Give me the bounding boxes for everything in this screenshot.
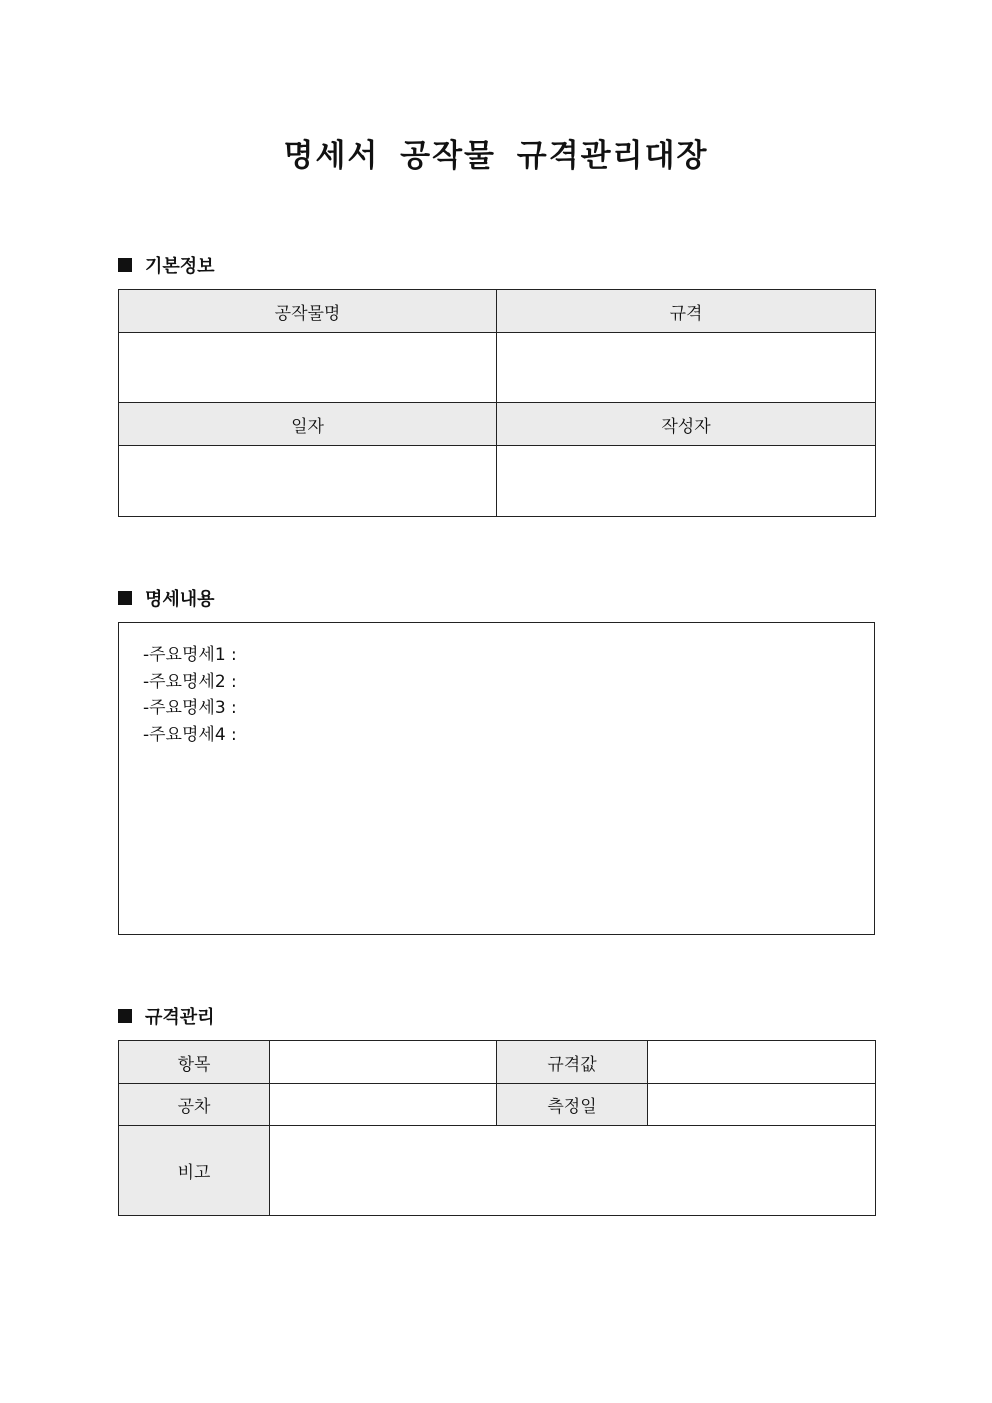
spec-value-label: 규격값 [497, 1041, 648, 1084]
basic-info-header-row-1 [119, 290, 876, 333]
workpiece-name-field[interactable] [119, 333, 497, 403]
date-label: 일자 [119, 403, 497, 446]
remarks-label: 비고 [119, 1126, 270, 1216]
spec-management-heading-text: 규격관리 [145, 1007, 215, 1028]
measure-date-label: 측정일 [497, 1084, 648, 1126]
spec-value-field[interactable] [648, 1041, 876, 1084]
spec-item-1: -주요명세1 : [143, 645, 237, 665]
spec-item-3: -주요명세3 : [143, 698, 237, 718]
spec-item-4: -주요명세4 : [143, 724, 237, 745]
square-bullet-icon [118, 591, 132, 605]
tolerance-field[interactable] [270, 1084, 497, 1126]
spec-management-table [118, 1040, 876, 1216]
spec-management-row-3 [119, 1126, 876, 1216]
spec-item-2: -주요명세2 : [143, 671, 237, 692]
measure-date-field[interactable] [648, 1084, 876, 1126]
document-title: 명세서 공작물 규격관리대장 [283, 138, 709, 174]
square-bullet-icon [118, 1009, 132, 1023]
spec-management-row-1 [119, 1041, 876, 1084]
spec-field[interactable] [497, 333, 876, 403]
spec-content-box[interactable] [118, 622, 875, 935]
basic-info-heading-text: 기본정보 [145, 256, 215, 277]
remarks-field[interactable] [270, 1126, 876, 1216]
workpiece-name-label: 공작물명 [119, 290, 497, 333]
basic-info-heading [118, 252, 215, 278]
author-label: 작성자 [497, 403, 876, 446]
spec-content-list [143, 642, 237, 748]
item-field[interactable] [270, 1041, 497, 1084]
spec-content-heading [118, 585, 215, 611]
date-field[interactable] [119, 446, 497, 517]
item-label: 항목 [119, 1041, 270, 1084]
square-bullet-icon [118, 258, 132, 272]
author-field[interactable] [497, 446, 876, 517]
basic-info-value-row-2 [119, 446, 876, 517]
spec-management-row-2 [119, 1084, 876, 1126]
tolerance-label: 공차 [119, 1084, 270, 1126]
spec-label: 규격 [497, 290, 876, 333]
spec-content-heading-text: 명세내용 [145, 589, 215, 610]
basic-info-table [118, 289, 876, 517]
basic-info-header-row-2 [119, 403, 876, 446]
spec-management-heading [118, 1003, 215, 1029]
basic-info-value-row-1 [119, 333, 876, 403]
